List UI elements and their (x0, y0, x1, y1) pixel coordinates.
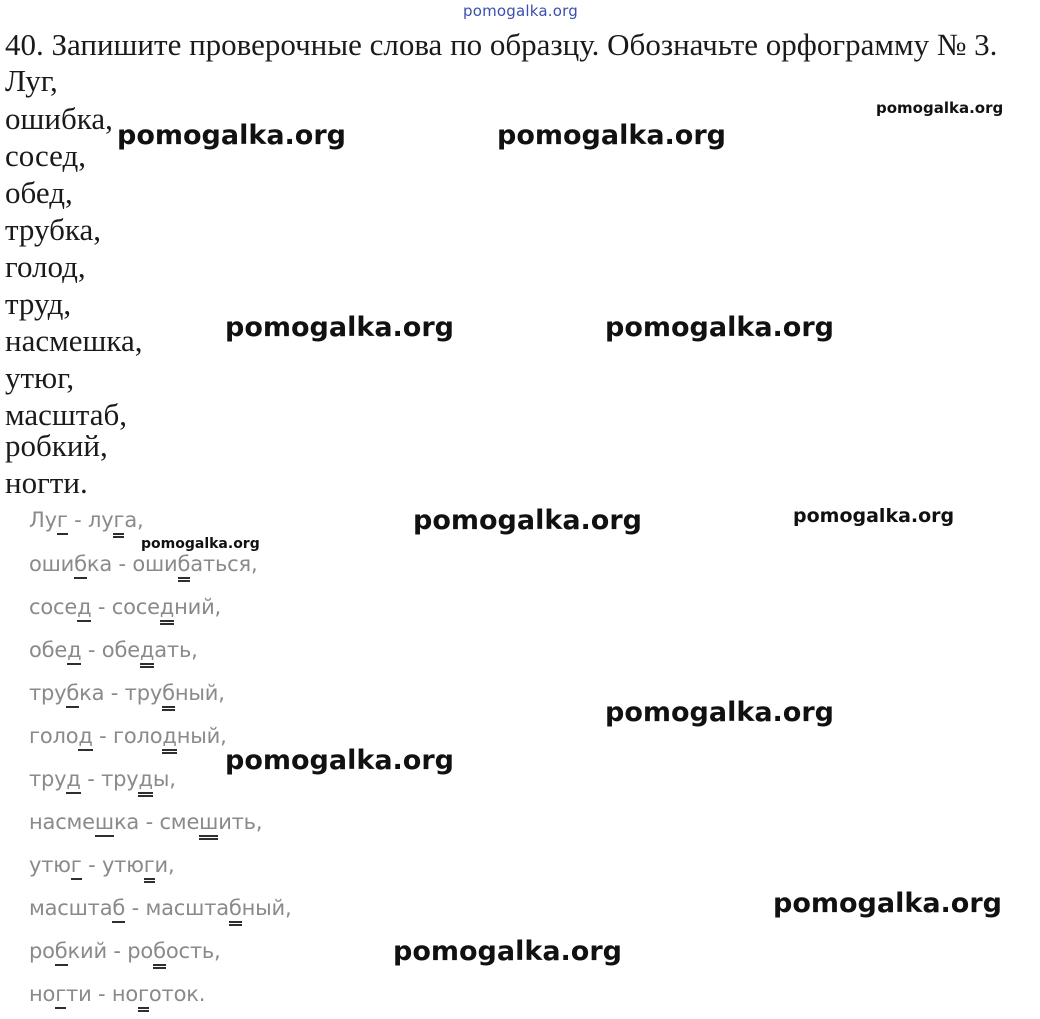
watermark: pomogalka.org (876, 99, 1004, 117)
word-item: насмешка, (5, 323, 143, 358)
word-part: но (29, 982, 56, 1006)
answer-line (29, 638, 198, 662)
word-part: тру (29, 681, 67, 705)
word-part: ти (66, 982, 92, 1006)
word-part: обе (29, 638, 68, 662)
dash-separator: - (91, 595, 112, 619)
answer-line (29, 810, 262, 834)
watermark: pomogalka.org (793, 505, 955, 527)
answer-line (29, 982, 205, 1006)
dash-separator: - (91, 982, 112, 1006)
word-part: обе (101, 638, 140, 662)
word-item: сосед, (5, 138, 87, 173)
word-part: Лу (29, 508, 57, 532)
orthogram-letter: б (229, 896, 242, 926)
orthogram-letter: б (153, 939, 166, 969)
word-part: ро (127, 939, 154, 963)
word-part: ы, (152, 767, 176, 791)
word-part: оши (29, 552, 75, 576)
answer-line (29, 595, 221, 619)
watermark: pomogalka.org (605, 697, 834, 728)
word-part: аться, (190, 552, 258, 576)
orthogram-letter: ш (199, 810, 218, 840)
watermark: pomogalka.org (773, 888, 1002, 919)
watermark: pomogalka.org (141, 536, 260, 552)
watermark: pomogalka.org (225, 745, 454, 776)
word-part: кий (67, 939, 107, 963)
orthogram-letter: д (66, 767, 80, 794)
orthogram-letter: г (144, 853, 155, 883)
dash-separator: - (139, 810, 160, 834)
watermark: pomogalka.org (225, 312, 454, 343)
word-part: ро (29, 939, 55, 963)
site-link-watermark[interactable]: pomogalka.org (463, 2, 578, 20)
word-part: но (111, 982, 139, 1006)
orthogram-letter: д (162, 724, 176, 754)
word-part: ный, (241, 896, 292, 920)
dash-separator: - (67, 508, 89, 532)
word-item: Луг, (5, 63, 58, 98)
watermark: pomogalka.org (605, 312, 834, 343)
word-part: ний, (174, 595, 222, 619)
word-part: насме (29, 810, 95, 834)
word-part: ить, (218, 810, 263, 834)
watermark: pomogalka.org (117, 120, 346, 151)
word-item: обед, (5, 175, 73, 210)
word-part: масшта (145, 896, 229, 920)
answer-line (29, 896, 291, 920)
watermark: pomogalka.org (393, 936, 622, 967)
word-part: масшта (29, 896, 113, 920)
orthogram-letter: д (78, 724, 92, 751)
dash-separator: - (80, 767, 102, 791)
word-item: голод, (5, 249, 86, 284)
orthogram-letter: г (55, 982, 66, 1009)
task-title: 40. Запишите проверочные слова по образцу. Обозначьте орфограмму № 3. (5, 27, 998, 62)
answer-line (29, 853, 174, 877)
word-part: голо (113, 724, 163, 748)
word-part: тру (124, 681, 163, 705)
word-part: голо (29, 724, 79, 748)
orthogram-letter: б (162, 681, 175, 711)
watermark: pomogalka.org (497, 120, 726, 151)
watermark: pomogalka.org (413, 505, 642, 536)
dash-separator: - (112, 552, 133, 576)
word-item: трубка, (5, 212, 101, 247)
word-part: и, (154, 853, 175, 877)
word-item: робкий, (5, 428, 108, 463)
word-part: ка (113, 810, 140, 834)
word-part: лу (88, 508, 114, 532)
dash-separator: - (81, 853, 102, 877)
dash-separator: - (104, 681, 125, 705)
orthogram-letter: д (77, 595, 91, 622)
orthogram-letter: г (113, 508, 124, 538)
word-part: утю (101, 853, 144, 877)
word-part: ный, (176, 724, 227, 748)
word-part: оши (132, 552, 178, 576)
orthogram-letter: ш (95, 810, 114, 837)
word-part: оток. (148, 982, 206, 1006)
answer-line (29, 508, 143, 532)
word-part: а, (124, 508, 144, 532)
orthogram-letter: б (66, 681, 79, 708)
word-part: ость, (165, 939, 221, 963)
answer-line (29, 939, 221, 963)
orthogram-letter: д (67, 638, 81, 665)
word-part: ка (79, 681, 105, 705)
answer-line (29, 767, 176, 791)
word-part: утю (29, 853, 71, 877)
orthogram-letter: г (71, 853, 82, 880)
orthogram-letter: д (138, 767, 152, 797)
word-item: труд, (5, 286, 72, 321)
orthogram-letter: б (74, 552, 87, 579)
word-part: сме (159, 810, 200, 834)
dash-separator: - (125, 896, 146, 920)
word-part: тру (101, 767, 139, 791)
dash-separator: - (81, 638, 102, 662)
word-part: тру (29, 767, 67, 791)
answer-line (29, 681, 225, 705)
word-item: масштаб, (5, 397, 128, 432)
word-part: ный, (174, 681, 225, 705)
answer-line (29, 552, 257, 576)
word-item: ногти. (5, 465, 88, 500)
dash-separator: - (92, 724, 114, 748)
orthogram-letter: б (112, 896, 125, 923)
orthogram-letter: б (178, 552, 191, 582)
word-part: ка (86, 552, 113, 576)
orthogram-letter: г (57, 508, 68, 535)
orthogram-letter: б (55, 939, 68, 966)
word-part: сосе (111, 595, 160, 619)
word-part: сосе (29, 595, 78, 619)
word-item: утюг, (5, 360, 75, 395)
orthogram-letter: г (138, 982, 149, 1012)
dash-separator: - (106, 939, 128, 963)
orthogram-letter: д (140, 638, 154, 668)
word-part: ать, (154, 638, 198, 662)
answer-line (29, 724, 227, 748)
orthogram-letter: д (160, 595, 174, 625)
word-item: ошибка, (5, 101, 113, 136)
